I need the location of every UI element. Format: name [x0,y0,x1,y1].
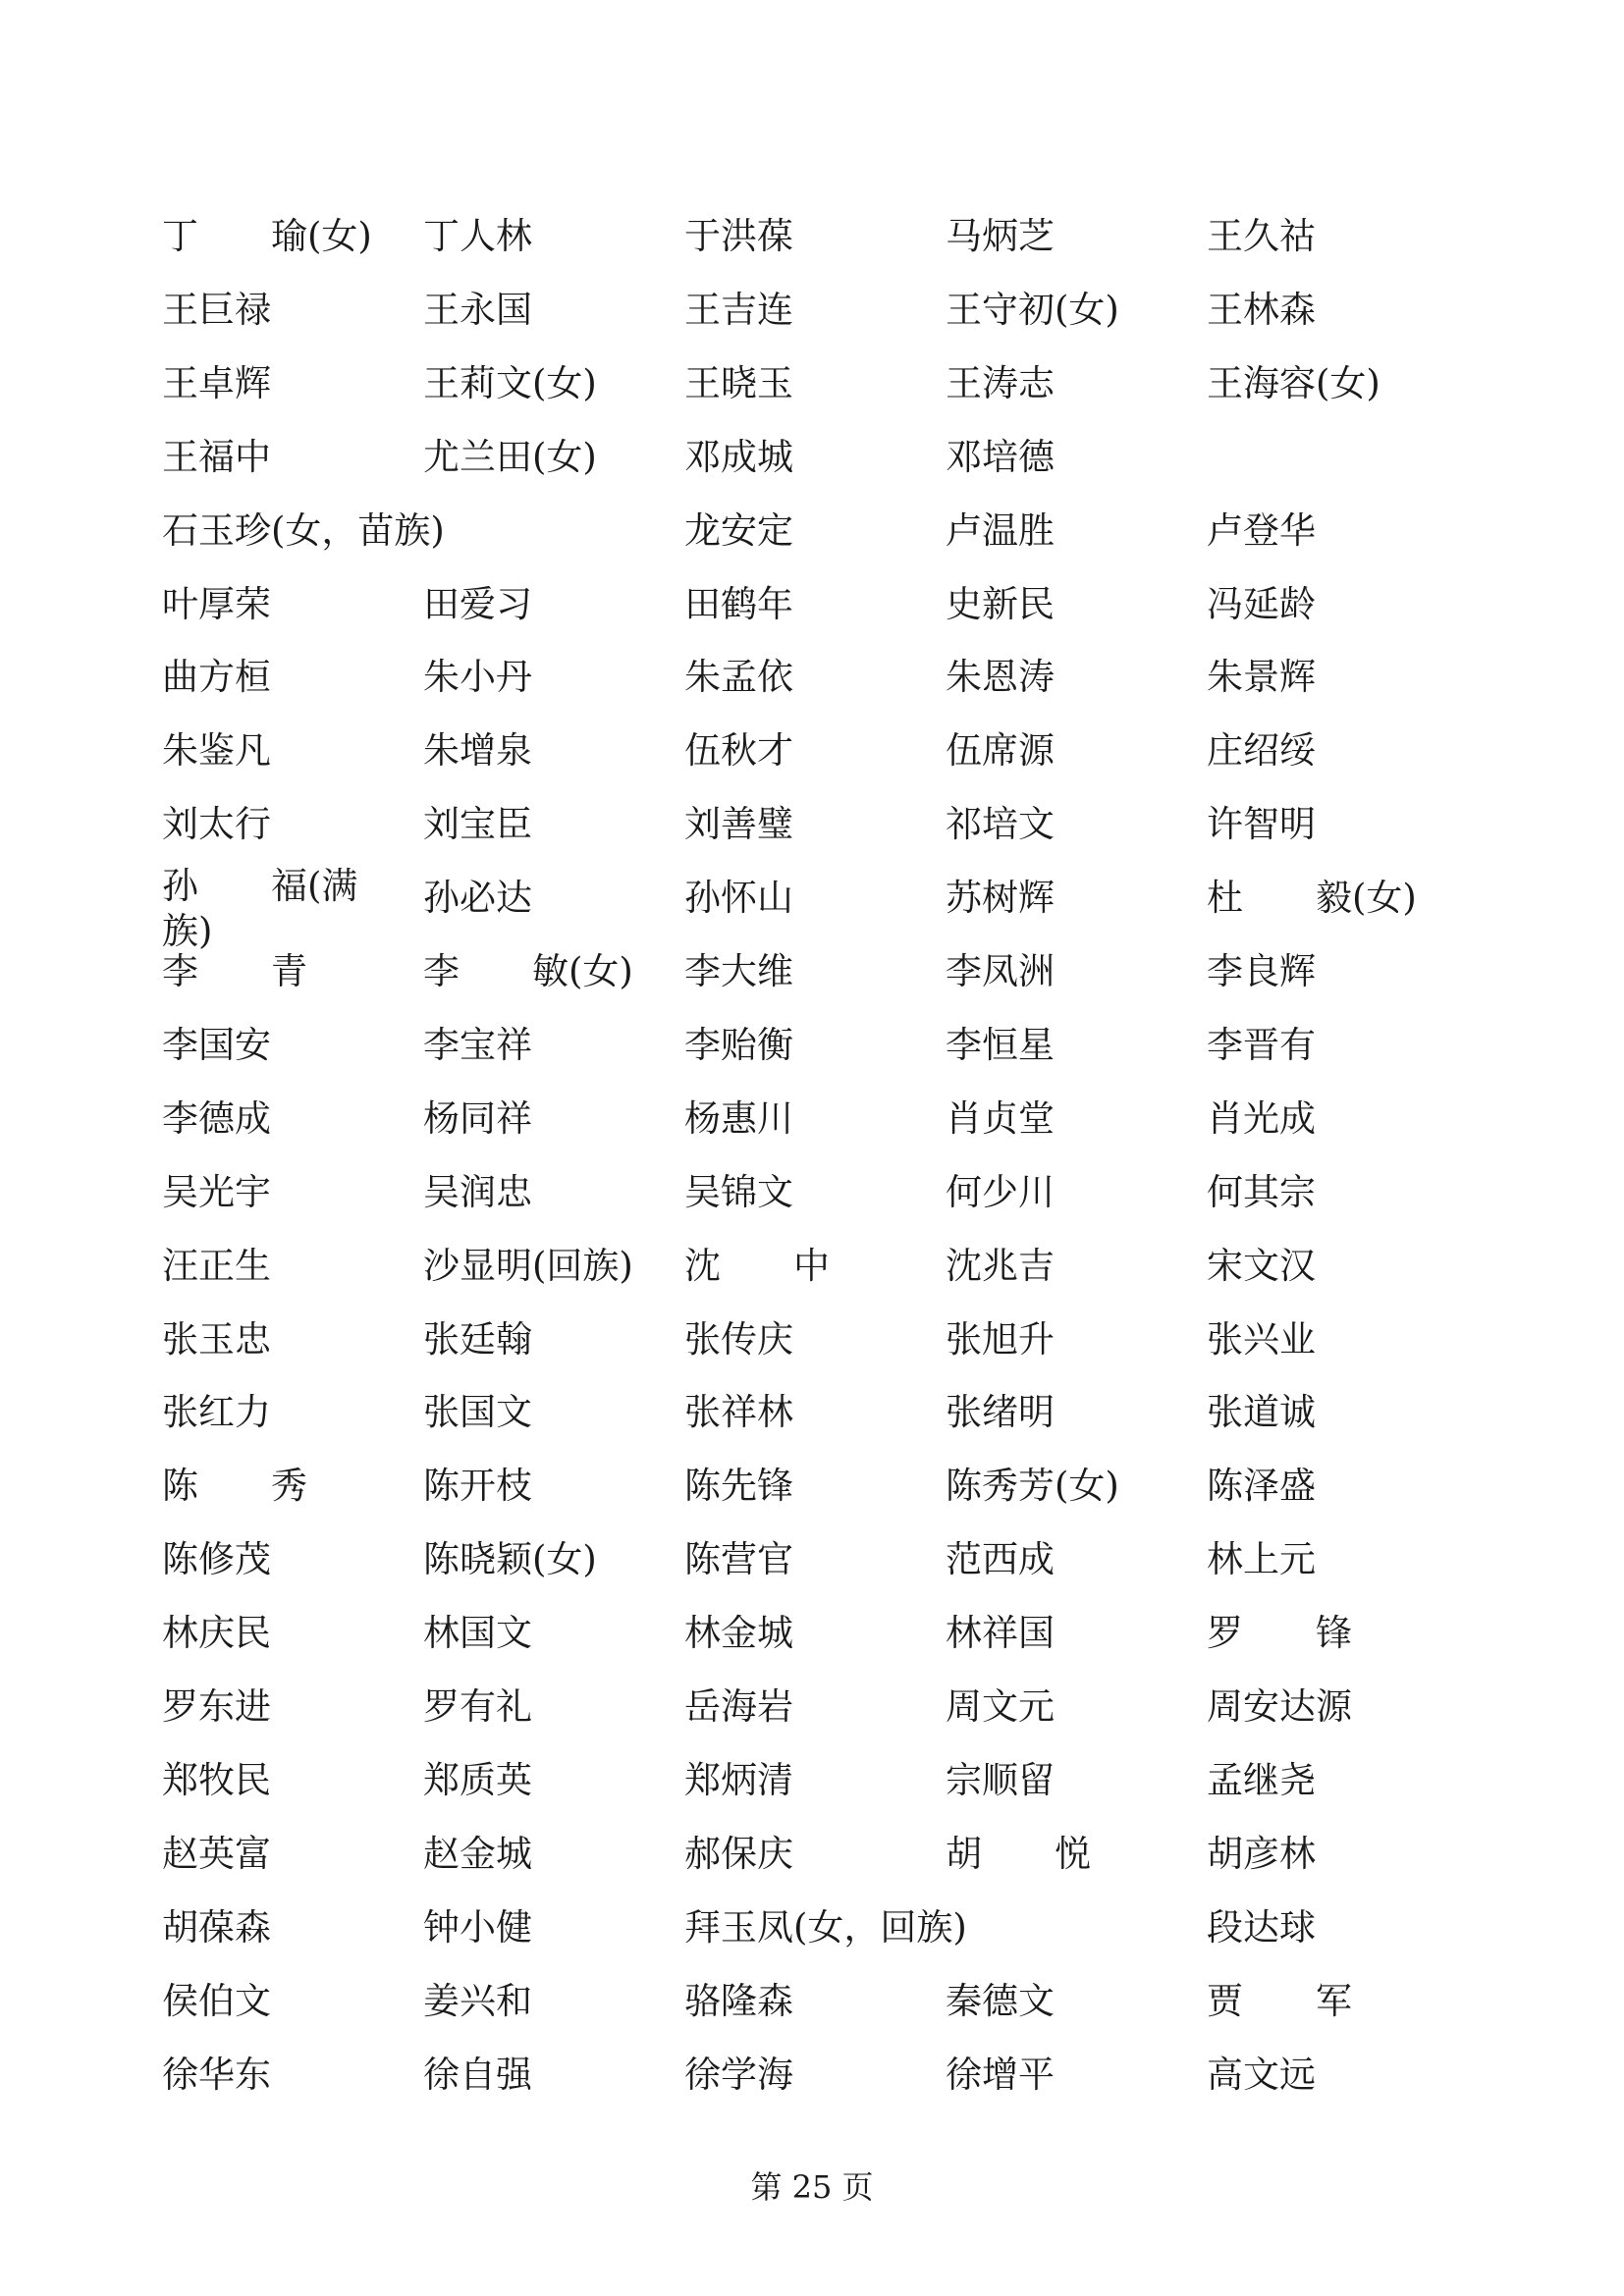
member-name: 陈先锋 [684,1465,793,1508]
member-name: 徐自强 [423,2053,532,2096]
name-row [0,803,1624,865]
name-row [0,1391,1624,1453]
name-row [0,1317,1624,1380]
member-name: 伍席源 [946,729,1055,773]
page-number: 第 25 页 [750,2168,874,2206]
member-name: 张旭升 [946,1317,1055,1361]
member-name: 秦德文 [946,1979,1055,2022]
member-name: 徐增平 [946,2053,1055,2096]
name-row [0,508,1624,571]
member-name: 李恒星 [946,1023,1055,1066]
member-name: 李贻衡 [684,1023,793,1066]
name-row [0,1244,1624,1307]
member-name: 高文远 [1207,2053,1316,2096]
member-name: 罗有礼 [423,1685,532,1728]
member-name: 陈 秀 [162,1465,307,1508]
member-name: 张廷翰 [423,1317,532,1361]
member-name: 曲方桓 [162,656,271,699]
member-name: 王守初(女) [946,288,1119,331]
member-name: 赵金城 [423,1832,532,1875]
name-row [0,729,1624,791]
member-name: 田爱习 [423,582,532,625]
member-name: 何少川 [946,1170,1055,1213]
member-name: 张绪明 [946,1391,1055,1434]
member-name: 卢登华 [1207,508,1316,552]
member-name: 丁 瑜(女) [162,215,372,257]
name-row [0,582,1624,645]
member-name: 吴润忠 [423,1170,532,1213]
member-name: 郑牧民 [162,1758,271,1801]
member-name: 王巨禄 [162,288,271,331]
member-name: 贾 军 [1207,1979,1352,2022]
member-name: 王久祜 [1207,215,1316,257]
member-name: 朱鉴凡 [162,729,271,773]
member-name: 李良辉 [1207,950,1316,992]
member-name: 张祥林 [684,1391,793,1434]
member-name: 陈泽盛 [1207,1465,1316,1508]
member-name: 郝保庆 [684,1832,793,1875]
member-name: 刘善璧 [684,803,793,846]
member-name: 林国文 [423,1612,532,1655]
name-row [0,1023,1624,1086]
member-name: 张国文 [423,1391,532,1434]
member-name: 王涛志 [946,361,1055,404]
member-name: 史新民 [946,582,1055,625]
member-name: 卢温胜 [946,508,1055,552]
member-name: 龙安定 [684,508,793,552]
member-name: 周安达源 [1207,1685,1352,1728]
member-name: 何其宗 [1207,1170,1316,1213]
member-name: 刘宝臣 [423,803,532,846]
member-name: 钟小健 [423,1905,532,1949]
member-name: 孙 福(满族) [162,865,358,953]
member-name: 林上元 [1207,1538,1316,1581]
member-name: 朱小丹 [423,656,532,699]
member-name: 张红力 [162,1391,271,1434]
member-name: 丁人林 [423,215,532,257]
name-row [0,865,1624,953]
member-name: 陈晓颖(女) [423,1538,597,1581]
name-row [0,215,1624,277]
member-name: 汪正生 [162,1244,271,1287]
member-name: 王晓玉 [684,361,793,404]
name-row [0,950,1624,1012]
name-row [0,1758,1624,1821]
member-name: 肖光成 [1207,1096,1316,1140]
member-name: 赵英富 [162,1832,271,1875]
member-name: 于洪葆 [684,215,793,257]
member-name: 石玉珍(女，苗族) [162,508,445,552]
member-name: 王福中 [162,435,271,478]
name-row [0,656,1624,718]
member-name: 罗 锋 [1207,1612,1352,1655]
member-name: 杨同祥 [423,1096,532,1140]
member-name: 肖贞堂 [946,1096,1055,1140]
member-name: 陈秀芳(女) [946,1465,1119,1508]
member-name: 李国安 [162,1023,271,1066]
member-name: 胡彦林 [1207,1832,1316,1875]
name-row [0,435,1624,498]
member-name: 李晋有 [1207,1023,1316,1066]
name-row [0,1979,1624,2042]
member-name: 田鹤年 [684,582,793,625]
member-name: 张传庆 [684,1317,793,1361]
name-row [0,2053,1624,2115]
member-name: 孙怀山 [684,877,793,920]
member-name: 朱景辉 [1207,656,1316,699]
member-name: 邓成城 [684,435,793,478]
name-row [0,1096,1624,1159]
name-row [0,1170,1624,1233]
member-name: 张道诚 [1207,1391,1316,1434]
member-name: 庄绍绥 [1207,729,1316,773]
name-row [0,361,1624,424]
member-name: 吴光宇 [162,1170,271,1213]
member-name: 祁培文 [946,803,1055,846]
member-name: 姜兴和 [423,1979,532,2022]
member-name: 李 青 [162,950,307,992]
member-name: 王永国 [423,288,532,331]
member-name: 杜 毅(女) [1207,877,1417,920]
member-name: 陈修茂 [162,1538,271,1581]
name-row [0,288,1624,350]
member-name: 叶厚荣 [162,582,271,625]
member-name: 孟继尧 [1207,1758,1316,1801]
member-name: 陈营官 [684,1538,793,1581]
member-name: 王莉文(女) [423,361,597,404]
member-name: 沙显明(回族) [423,1244,633,1287]
member-name: 郑炳清 [684,1758,793,1801]
member-name: 杨惠川 [684,1096,793,1140]
member-name: 刘太行 [162,803,271,846]
member-name: 林庆民 [162,1612,271,1655]
member-name: 胡 悦 [946,1832,1091,1875]
member-name: 王林森 [1207,288,1316,331]
name-row [0,1612,1624,1674]
member-name: 林金城 [684,1612,793,1655]
member-name: 沈 中 [684,1244,830,1287]
member-name: 王海容(女) [1207,361,1380,404]
member-name: 拜玉凤(女，回族) [684,1905,967,1949]
name-row [0,1538,1624,1600]
member-name: 张玉忠 [162,1317,271,1361]
member-name: 李 敏(女) [423,950,633,992]
member-name: 罗东进 [162,1685,271,1728]
member-name: 徐华东 [162,2053,271,2096]
member-name: 吴锦文 [684,1170,793,1213]
member-name: 苏树辉 [946,877,1055,920]
member-name: 李宝祥 [423,1023,532,1066]
member-name: 李凤洲 [946,950,1055,992]
member-name: 范西成 [946,1538,1055,1581]
member-name: 许智明 [1207,803,1316,846]
member-name: 段达球 [1207,1905,1316,1949]
member-name: 林祥国 [946,1612,1055,1655]
name-row [0,1685,1624,1747]
member-name: 尤兰田(女) [423,435,597,478]
member-name: 宋文汉 [1207,1244,1316,1287]
member-name: 伍秋才 [684,729,793,773]
member-name: 邓培德 [946,435,1055,478]
name-row [0,1905,1624,1968]
member-name: 陈开枝 [423,1465,532,1508]
member-name: 朱恩涛 [946,656,1055,699]
name-row [0,1465,1624,1526]
member-name: 李大维 [684,950,793,992]
member-name: 骆隆森 [684,1979,793,2022]
member-name: 朱增泉 [423,729,532,773]
member-name: 郑质英 [423,1758,532,1801]
member-name: 胡葆森 [162,1905,271,1949]
member-name: 宗顺留 [946,1758,1055,1801]
member-name: 朱孟依 [684,656,793,699]
member-name: 冯延龄 [1207,582,1316,625]
member-name: 沈兆吉 [946,1244,1055,1287]
member-name: 侯伯文 [162,1979,271,2022]
member-name: 孙必达 [423,877,532,920]
member-name: 李德成 [162,1096,271,1140]
name-row [0,1832,1624,1895]
member-name: 马炳芝 [946,215,1055,257]
member-name: 张兴业 [1207,1317,1316,1361]
member-name: 王卓辉 [162,361,271,404]
member-name: 徐学海 [684,2053,793,2096]
member-name: 周文元 [946,1685,1055,1728]
member-name: 岳海岩 [684,1685,793,1728]
member-name: 王吉连 [684,288,793,331]
